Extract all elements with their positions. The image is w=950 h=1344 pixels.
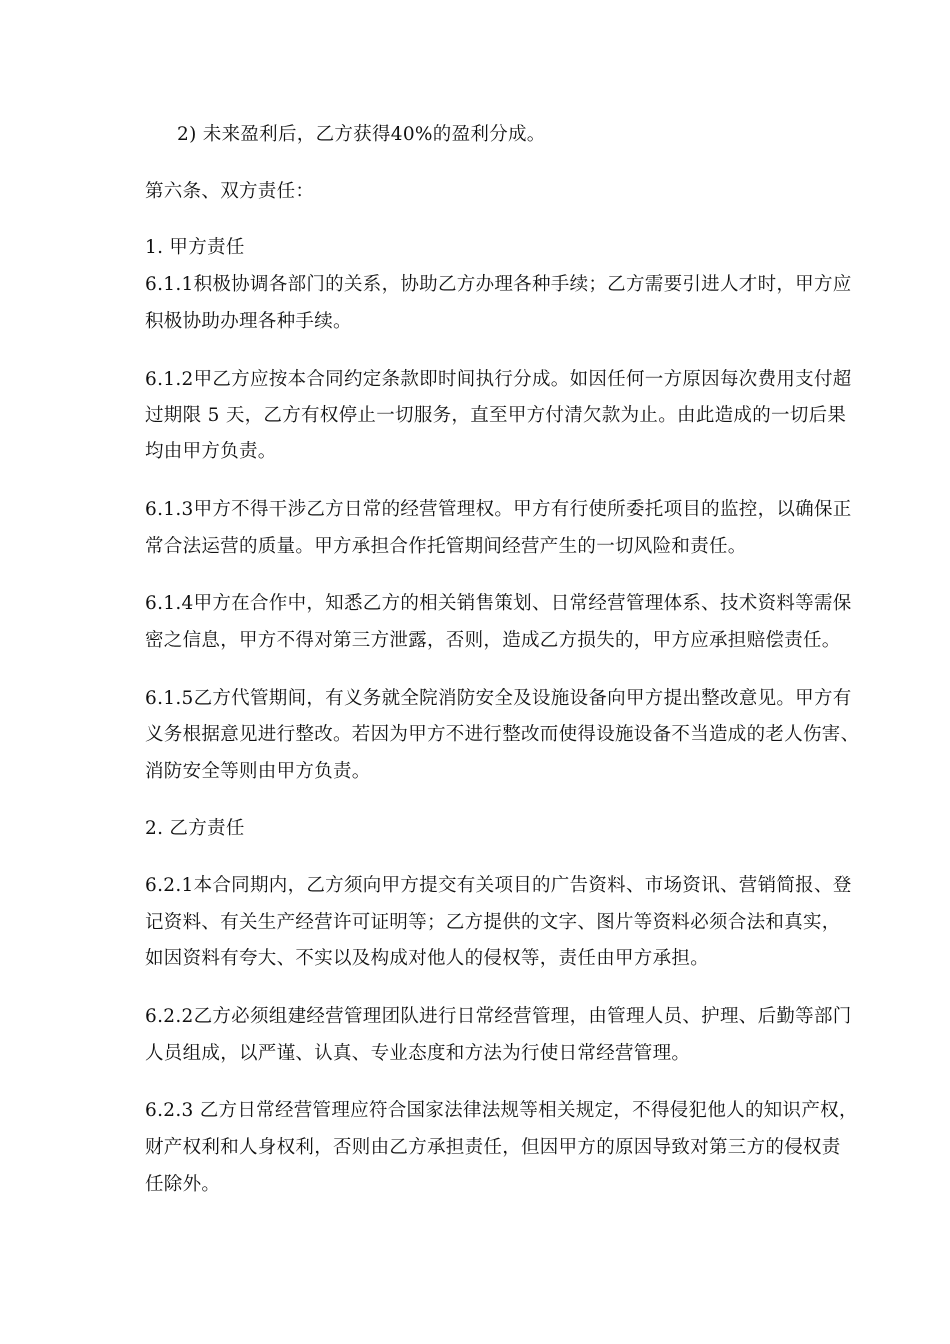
clause-6-1-1-line-2: 积极协助办理各种手续。	[145, 311, 352, 332]
clause-6-1-1-line-1: 6.1.1积极协调各部门的关系，协助乙方办理各种手续；乙方需要引进人才时，甲方应	[145, 274, 852, 295]
clause-6-1-2-line-1: 6.1.2甲乙方应按本合同约定条款即时间执行分成。如因任何一方原因每次费用支付超	[145, 369, 852, 390]
clause-6-2-1-line-3: 如因资料有夸大、不实以及构成对他人的侵权等，责任由甲方承担。	[145, 948, 710, 969]
clause-6-2-3-line-2: 财产权利和人身权利，否则由乙方承担责任，但因甲方的原因导致对第三方的侵权责	[145, 1137, 841, 1158]
section-2-heading: 2. 乙方责任	[145, 818, 245, 839]
clause-6-2-3-line-3: 任除外。	[145, 1174, 221, 1195]
section-1-heading: 1. 甲方责任	[145, 237, 245, 258]
clause-6-2-3-line-1: 6.2.3 乙方日常经营管理应符合国家法律法规等相关规定，不得侵犯他人的知识产权，	[145, 1100, 858, 1121]
clause-6-1-5-line-2: 义务根据意见进行整改。若因为甲方不进行整改而使得设施设备不当造成的老人伤害、	[145, 724, 860, 745]
article-6-heading: 第六条、双方责任：	[145, 181, 315, 202]
clause-6-1-4-line-2: 密之信息，甲方不得对第三方泄露，否则，造成乙方损失的，甲方应承担赔偿责任。	[145, 630, 841, 651]
clause-6-2-1-line-2: 记资料、有关生产经营许可证明等；乙方提供的文字、图片等资料必须合法和真实，	[145, 912, 841, 933]
clause-6-2-2-line-1: 6.2.2乙方必须组建经营管理团队进行日常经营管理，由管理人员、护理、后勤等部门	[145, 1006, 852, 1027]
clause-6-1-2-line-3: 均由甲方负责。	[145, 441, 277, 462]
clause-6-1-5-line-3: 消防安全等则由甲方负责。	[145, 761, 371, 782]
clause-6-1-3-line-2: 常合法运营的质量。甲方承担合作托管期间经营产生的一切风险和责任。	[145, 536, 747, 557]
clause-6-1-3-line-1: 6.1.3甲方不得干涉乙方日常的经营管理权。甲方有行使所委托项目的监控，以确保正	[145, 499, 852, 520]
clause-6-1-5-line-1: 6.1.5乙方代管期间，有义务就全院消防安全及设施设备向甲方提出整改意见。甲方有	[145, 688, 852, 709]
clause-6-2-2-line-2: 人员组成，以严谨、认真、专业态度和方法为行使日常经营管理。	[145, 1043, 691, 1064]
clause-6-2-1-line-1: 6.2.1本合同期内，乙方须向甲方提交有关项目的广告资料、市场资讯、营销简报、登	[145, 875, 852, 896]
clause-6-1-2-line-2: 过期限 5 天，乙方有权停止一切服务，直至甲方付清欠款为止。由此造成的一切后果	[145, 405, 847, 426]
clause-5-item-2: 2) 未来盈利后，乙方获得40%的盈利分成。	[177, 124, 546, 145]
clause-6-1-4-line-1: 6.1.4甲方在合作中，知悉乙方的相关销售策划、日常经营管理体系、技术资料等需保	[145, 593, 852, 614]
